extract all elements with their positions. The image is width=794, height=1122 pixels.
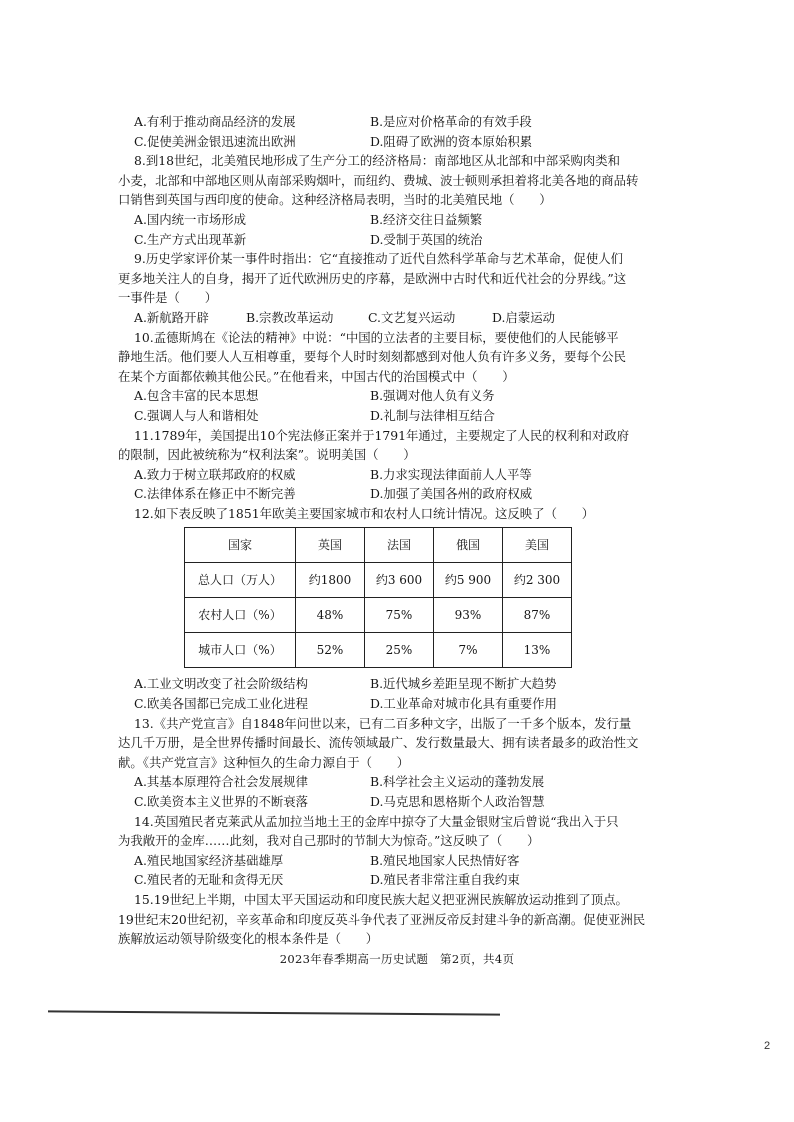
divider-line bbox=[48, 1010, 500, 1015]
option-d: D.加强了美国各州的政府权威 bbox=[370, 486, 533, 502]
question-12 bbox=[118, 504, 672, 714]
option-c: C.生产方式出现革新 bbox=[134, 231, 247, 247]
table-cell: 75% bbox=[365, 598, 434, 633]
table-cell: 约3 600 bbox=[365, 563, 434, 598]
question-stem-line: 口销售到英国与西印度的使命。这种经济格局表明，当时的北美殖民地（ ） bbox=[118, 192, 552, 208]
option-d: D.殖民者非常注重自我约束 bbox=[370, 872, 520, 888]
question-stem-line: 的限制，因此被统称为“权利法案”。说明美国（ ） bbox=[118, 447, 416, 463]
question-10 bbox=[118, 328, 672, 426]
option-c: C.促使美洲金银迅速流出欧洲 bbox=[134, 133, 296, 149]
question-stem-line: 更多地关注人的自身，揭开了近代欧洲历史的序幕，是欧洲中古时代和近代社会的分界线。”这 bbox=[118, 270, 627, 286]
page-footer: 2023年春季期高一历史试题 第2页，共4页 bbox=[279, 952, 515, 966]
question-stem-line: 静地生活。他们要人人互相尊重，要每个人时时刻刻都感到对他人负有许多义务，要每个公民 bbox=[118, 349, 627, 365]
table-cell: 13% bbox=[503, 633, 572, 668]
table-cell: 48% bbox=[296, 598, 365, 633]
option-d: D.工业革命对城市化具有重要作用 bbox=[370, 696, 557, 712]
option-c: C.文艺复兴运动 bbox=[368, 309, 456, 325]
option-b: B.宗教改革运动 bbox=[246, 309, 334, 325]
table-cell: 约2 300 bbox=[503, 563, 572, 598]
question-stem-line: 11.1789年，美国提出10个宪法修正案并于1791年通过，主要规定了人民的权利和对政府 bbox=[134, 427, 630, 443]
question-stem-line: 12.如下表反映了1851年欧美主要国家城市和农村人口统计情况。这反映了（ ） bbox=[134, 505, 595, 521]
exam-page-content bbox=[118, 112, 672, 949]
question-stem-line: 小麦，北部和中部地区则从南部采购烟叶，而纽约、费城、波士顿则承担着将北美各地的商品转 bbox=[118, 172, 639, 188]
question-stem-line: 10.孟德斯鸠在《论法的精神》中说：“中国的立法者的主要目标，要使他们的人民能够平 bbox=[134, 329, 619, 345]
question-stem-line: 为我敞开的金库……此刻，我对自己那时的节制大为惊奇。”这反映了（ ） bbox=[118, 833, 540, 849]
option-b: B.强调对他人负有义务 bbox=[370, 388, 495, 404]
option-a: A.工业文明改变了社会阶级结构 bbox=[134, 676, 308, 692]
table-cell: 农村人口（%） bbox=[185, 598, 296, 633]
table-cell: 总人口（万人） bbox=[185, 563, 296, 598]
question-15 bbox=[118, 890, 672, 949]
question-stem-line: 一事件是（ ） bbox=[118, 290, 218, 306]
question-9 bbox=[118, 249, 672, 327]
population-table bbox=[184, 527, 572, 668]
table-header-cell: 俄国 bbox=[434, 528, 503, 563]
table-cell: 93% bbox=[434, 598, 503, 633]
option-a: A.致力于树立联邦政府的权威 bbox=[134, 466, 296, 482]
option-d: D.启蒙运动 bbox=[492, 309, 555, 325]
option-a: A.殖民地国家经济基础雄厚 bbox=[134, 852, 284, 868]
option-c: C.强调人与人和谐相处 bbox=[134, 407, 259, 423]
option-a: A.其基本原理符合社会发展规律 bbox=[134, 774, 308, 790]
question-8 bbox=[118, 151, 672, 249]
option-b: B.殖民地国家人民热情好客 bbox=[370, 852, 520, 868]
option-a: A.有利于推动商品经济的发展 bbox=[134, 114, 296, 129]
option-c: C.欧美资本主义世界的不断衰落 bbox=[134, 794, 309, 810]
question-stem-line: 13.《共产党宣言》自1848年问世以来，已有二百多种文字，出版了一千多个版本，发行量 bbox=[134, 715, 632, 731]
option-b: B.科学社会主义运动的蓬勃发展 bbox=[370, 774, 545, 790]
option-b: B.近代城乡差距呈现不断扩大趋势 bbox=[370, 676, 557, 692]
question-14 bbox=[118, 812, 672, 890]
table-header-row bbox=[185, 528, 572, 563]
page-number: 2 bbox=[764, 1040, 771, 1052]
table-row bbox=[185, 633, 572, 668]
option-d: D.受制于英国的统治 bbox=[370, 231, 483, 247]
option-b: B.经济交往日益频繁 bbox=[370, 211, 483, 227]
question-stem-line: 14.英国殖民者克莱武从孟加拉当地土王的金库中掠夺了大量金银财宝后曾说“我出入于只 bbox=[134, 813, 619, 829]
option-d: D.阻碍了欧洲的资本原始积累 bbox=[370, 133, 533, 149]
option-d: D.马克思和恩格斯个人政治智慧 bbox=[370, 794, 545, 810]
table-cell: 7% bbox=[434, 633, 503, 668]
table-header-cell: 法国 bbox=[365, 528, 434, 563]
table-cell: 87% bbox=[503, 598, 572, 633]
option-b: B.力求实现法律面前人人平等 bbox=[370, 466, 532, 482]
table-cell: 约1800 bbox=[296, 563, 365, 598]
question-11 bbox=[118, 426, 672, 504]
question-stem-line: 9.历史学家评价某一事件时指出：它“直接推动了近代自然科学革命与艺术革命，促使人们 bbox=[134, 251, 623, 267]
option-c: C.法律体系在修正中不断完善 bbox=[134, 486, 296, 502]
option-a: A.新航路开辟 bbox=[134, 309, 209, 325]
option-c: C.殖民者的无耻和贪得无厌 bbox=[134, 872, 284, 888]
table-cell: 城市人口（%） bbox=[185, 633, 296, 668]
table-cell: 52% bbox=[296, 633, 365, 668]
question-stem-line: 达几千万册，是全世界传播时间最长、流传领域最广、发行数量最大、拥有读者最多的政治性文 bbox=[118, 735, 639, 751]
table-cell: 25% bbox=[365, 633, 434, 668]
question-stem-line: 8.到18世纪，北美殖民地形成了生产分工的经济格局：南部地区从北部和中部采购肉类和 bbox=[134, 153, 621, 169]
table-row bbox=[185, 598, 572, 633]
question-stem-line: 在某个方面都依赖其他公民。”在他看来，中国古代的治国模式中（ ） bbox=[118, 368, 515, 384]
option-a: A.包含丰富的民本思想 bbox=[134, 388, 259, 404]
table-header-cell: 美国 bbox=[503, 528, 572, 563]
option-c: C.欧美各国都已完成工业化进程 bbox=[134, 696, 309, 712]
question-stem-line: 族解放运动领导阶级变化的根本条件是（ ） bbox=[118, 931, 379, 947]
option-d: D.礼制与法律相互结合 bbox=[370, 407, 495, 423]
question-7-options bbox=[118, 112, 672, 151]
question-stem-line: 19世纪末20世纪初，辛亥革命和印度反英斗争代表了亚洲反帝反封建斗争的新高潮。促使亚洲民 bbox=[118, 911, 646, 927]
table-cell: 约5 900 bbox=[434, 563, 503, 598]
option-a: A.国内统一市场形成 bbox=[134, 211, 247, 227]
question-stem-line: 献。《共产党宣言》这种恒久的生命力源自于（ ） bbox=[118, 754, 410, 770]
option-b: B.是应对价格革命的有效手段 bbox=[370, 114, 532, 129]
question-stem-line: 15.19世纪上半期，中国太平天国运动和印度民族大起义把亚洲民族解放运动推到了顶点。 bbox=[134, 892, 628, 907]
table-header-cell: 英国 bbox=[296, 528, 365, 563]
question-13 bbox=[118, 714, 672, 812]
table-header-cell: 国家 bbox=[185, 528, 296, 563]
table-row bbox=[185, 563, 572, 598]
